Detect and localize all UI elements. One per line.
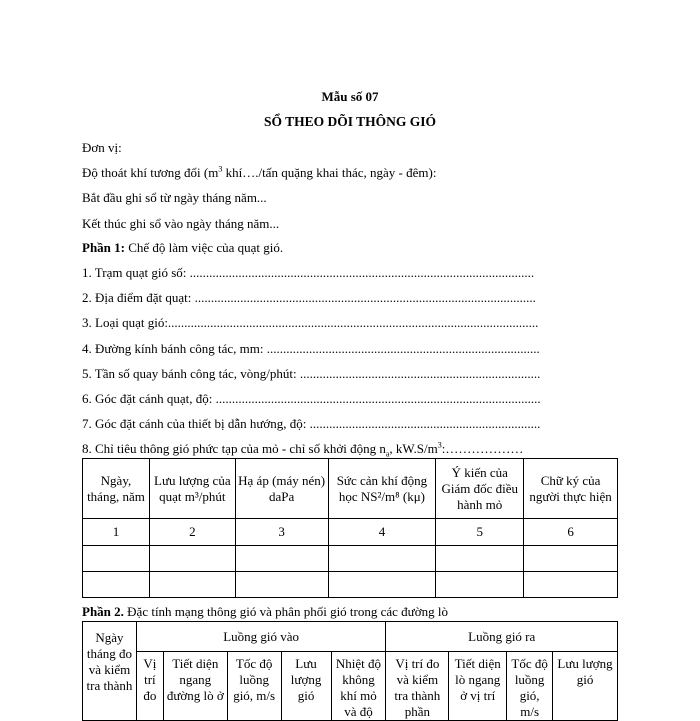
part1-item-2: 2. Địa điểm đặt quạt: ......................................................................................................... (82, 290, 536, 305)
column-number: 4 (328, 519, 436, 546)
column-header: Vị trí đo và kiểm tra thành phần (386, 652, 449, 721)
column-header: Nhiệt độ không khí mỏ và độ (331, 652, 386, 721)
column-header: Chữ ký của người thực hiện (524, 459, 618, 519)
table-row (83, 572, 618, 598)
part1-heading: Phần 1: Chế độ làm việc của quạt gió. (82, 240, 284, 255)
table-header-row (83, 622, 618, 652)
column-header: Hạ áp (máy nén) daPa (235, 459, 328, 519)
part1-item-3: 3. Loại quạt gió:.................................................................................................................. (82, 315, 539, 330)
return-airflow-header: Luồng gió ra (386, 622, 618, 652)
column-header: Tốc độ luồng gió, m/s (227, 652, 281, 721)
gas-emission-field: Độ thoát khí tương đối ($m^3$ khí…./tấn quặng khai thác, ngày - đêm): (82, 164, 437, 180)
column-number: 3 (235, 519, 328, 546)
empty-cell[interactable] (436, 572, 524, 598)
part1-item-8: 8. Chỉ tiêu thông gió phức tạp của mỏ - chỉ số khởi động $n_a$, $kW.S/m^3:\dots\dots\dots\dots\dots\dots$ (82, 440, 524, 459)
empty-cell[interactable] (149, 546, 235, 572)
empty-cell[interactable] (235, 572, 328, 598)
empty-cell[interactable] (328, 546, 436, 572)
empty-cell[interactable] (328, 572, 436, 598)
empty-cell[interactable] (436, 546, 524, 572)
table-subheader-row (83, 652, 618, 721)
part1-item-4: 4. Đường kính bánh công tác, mm: .................................................................................... (82, 341, 540, 356)
empty-cell[interactable] (83, 546, 150, 572)
column-header: Lưu lượng gió (553, 652, 618, 721)
start-date-field: Bắt đầu ghi sổ từ ngày tháng năm... (82, 190, 267, 205)
part1-item-1: 1. Trạm quạt gió số: .......................................................................................................... (82, 265, 535, 280)
empty-cell[interactable] (524, 546, 618, 572)
airflow-table (82, 621, 618, 721)
column-header: Ngày, tháng, năm (83, 459, 150, 519)
fan-log-table (82, 458, 618, 598)
column-header: Lưu lượng của quạt m³/phút (149, 459, 235, 519)
column-header: Tốc độ luồng gió, m/s (507, 652, 553, 721)
table-header-row (83, 459, 618, 519)
column-header: Vị trí đo (136, 652, 163, 721)
intake-airflow-header: Luồng gió vào (136, 622, 386, 652)
column-number: 2 (149, 519, 235, 546)
empty-cell[interactable] (83, 572, 150, 598)
document-title: SỔ THEO DÕI THÔNG GIÓ (263, 114, 437, 129)
column-number: 6 (524, 519, 618, 546)
column-header: Tiết diện ngang đường lò ở (163, 652, 227, 721)
column-number: 5 (436, 519, 524, 546)
table-row (83, 546, 618, 572)
part2-heading: Phần 2. Đặc tính mạng thông gió và phân phối gió trong các đường lò (82, 604, 448, 619)
part1-item-7: 7. Góc đặt cánh của thiết bị dẫn hướng, độ: ....................................................................... (82, 416, 541, 431)
part1-item-5: 5. Tần số quay bánh công tác, vòng/phút: .......................................................................... (82, 366, 541, 381)
column-number: 1 (83, 519, 150, 546)
column-number-row (83, 519, 618, 546)
column-header: Sức cản khí động học NS²/m⁸ (kμ) (328, 459, 436, 519)
column-header: Ý kiến của Giám đốc điều hành mỏ (436, 459, 524, 519)
empty-cell[interactable] (524, 572, 618, 598)
end-date-field: Kết thúc ghi sổ vào ngày tháng năm... (82, 216, 280, 231)
form-number: Mẫu số 07 (321, 89, 379, 104)
unit-field: Đơn vị: (82, 140, 122, 155)
empty-cell[interactable] (235, 546, 328, 572)
column-header: Lưu lượng gió (281, 652, 331, 721)
date-column-header: Ngày tháng đo và kiểm tra thành (83, 622, 137, 721)
column-header: Tiết diện lò ngang ở vị trí (449, 652, 507, 721)
part1-item-6: 6. Góc đặt cánh quạt, độ: .................................................................................................... (82, 391, 541, 406)
empty-cell[interactable] (149, 572, 235, 598)
